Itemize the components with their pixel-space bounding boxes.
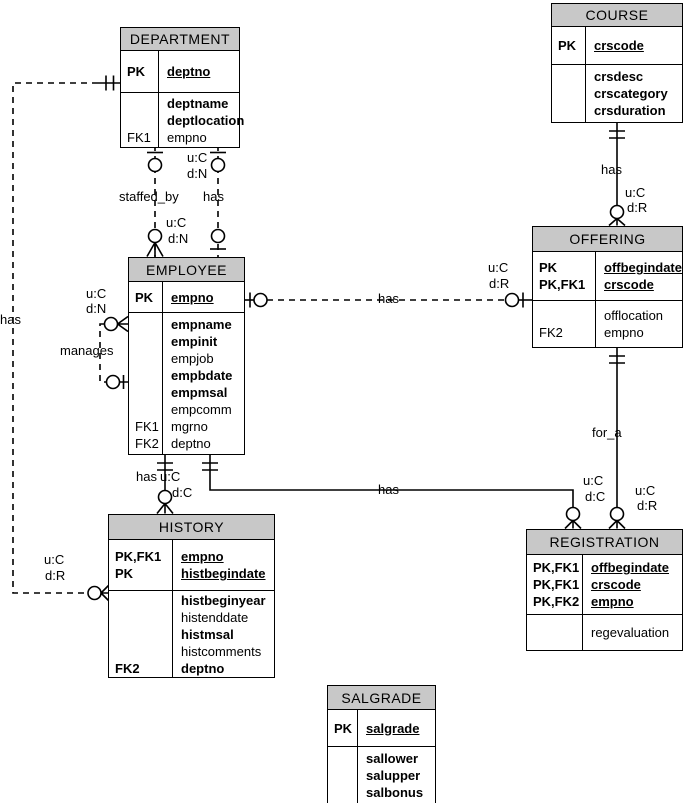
key-flag: FK2 <box>115 660 140 676</box>
relationship-label-employee-has-registration: has <box>378 482 399 497</box>
cardinality-annotation-uc-9: u:C <box>160 469 181 484</box>
entity-employee <box>128 257 245 455</box>
key-flag: PK <box>334 720 353 736</box>
optionality-circle-icon <box>611 508 624 521</box>
key-section <box>121 51 239 92</box>
key-flag <box>334 767 357 784</box>
attribute-name: deptno <box>181 660 225 676</box>
cardinality-annotation-dn-3: d:N <box>86 301 107 316</box>
key-flag-column <box>527 555 583 614</box>
key-flag-column <box>129 282 163 312</box>
attribute-column <box>596 301 682 347</box>
key-flag <box>334 750 357 767</box>
relationship-label-for-a: for_a <box>592 425 622 440</box>
attribute-column <box>159 51 239 92</box>
attribute-name: empno <box>181 549 224 564</box>
key-section <box>109 540 274 590</box>
cardinality-annotation-uc-7: u:C <box>635 483 656 498</box>
cardinality-annotation-dr-7: d:R <box>637 498 658 513</box>
optionality-circle-icon <box>506 294 519 307</box>
entity-title-history: HISTORY <box>109 515 274 540</box>
cardinality-annotation-dr-4: d:R <box>45 568 66 583</box>
entity-title-course: COURSE <box>552 4 682 27</box>
attribute-name: regevaluation <box>591 625 670 640</box>
key-flag-column <box>552 27 586 64</box>
key-flag <box>533 624 582 641</box>
entity-history <box>108 514 275 678</box>
key-flag <box>115 626 172 643</box>
key-section <box>552 27 682 64</box>
attribute-name: offlocation <box>604 308 664 323</box>
attribute-name: crscode <box>591 577 641 592</box>
attribute-name: histbeginyear <box>181 592 266 608</box>
attribute-name: empjob <box>171 350 214 366</box>
crow-foot-icon <box>609 219 625 226</box>
key-section <box>129 282 244 312</box>
attribute-name: empbdate <box>171 367 233 383</box>
attribute-name: histbegindate <box>181 566 266 581</box>
key-flag <box>135 316 162 333</box>
key-flag <box>135 401 162 418</box>
optionality-circle-icon <box>149 230 162 243</box>
attribute-name: crsduration <box>594 103 666 118</box>
rel-department-has-history <box>13 76 120 601</box>
key-flag <box>115 643 172 660</box>
attribute-name: histmsal <box>181 626 234 642</box>
attribute-name: offbegindate <box>604 260 682 275</box>
key-flag: PK <box>115 566 134 581</box>
key-flag: FK1 <box>127 129 151 145</box>
attribute-name: salupper <box>366 767 421 783</box>
entity-title-employee: EMPLOYEE <box>129 258 244 282</box>
entity-course <box>551 3 683 123</box>
attribute-name: deptlocation <box>167 112 245 128</box>
optionality-circle-icon <box>107 376 120 389</box>
key-flag <box>115 609 172 626</box>
attribute-section <box>121 92 245 147</box>
crow-foot-icon <box>147 243 163 257</box>
attribute-name: mgrno <box>171 418 208 434</box>
key-flag-column <box>533 252 596 300</box>
attribute-column <box>586 27 682 64</box>
entity-salgrade <box>327 685 436 803</box>
relationship-line <box>13 83 98 593</box>
relationship-label-dept-has-employee: has <box>203 189 224 204</box>
key-flag <box>558 68 585 85</box>
attribute-name: histcomments <box>181 643 262 659</box>
cardinality-annotation-dn-2: d:N <box>168 231 189 246</box>
attribute-column <box>159 93 244 147</box>
attribute-column <box>586 65 682 122</box>
key-flag: PK,FK1 <box>115 549 162 564</box>
key-flag-column <box>121 51 159 92</box>
optionality-circle-icon <box>254 294 267 307</box>
attribute-name: histenddate <box>181 609 249 625</box>
crow-foot-icon <box>565 521 581 529</box>
key-flag-column <box>552 65 586 122</box>
attribute-name: empno <box>591 594 634 609</box>
relationship-label-employee-has-offering: has <box>378 291 399 306</box>
attribute-name: crscode <box>594 38 644 53</box>
key-flag: PK,FK1 <box>533 577 580 592</box>
attribute-name: empname <box>171 316 232 332</box>
key-flag: PK,FK1 <box>539 277 586 292</box>
optionality-circle-icon <box>149 159 162 172</box>
attribute-name: deptno <box>167 64 211 79</box>
entity-offering <box>532 226 683 348</box>
key-section <box>527 555 682 614</box>
optionality-circle-icon <box>88 587 101 600</box>
optionality-circle-icon <box>567 508 580 521</box>
key-flag-column <box>109 591 173 677</box>
key-flag <box>135 367 162 384</box>
relationship-label-dept-has-history: has <box>0 312 21 327</box>
key-flag: PK,FK1 <box>533 560 580 575</box>
attribute-column <box>173 591 274 677</box>
attribute-name: empmsal <box>171 384 228 400</box>
attribute-section <box>129 312 244 454</box>
key-flag-column <box>328 710 358 746</box>
optionality-circle-icon <box>212 159 225 172</box>
attribute-column <box>163 282 244 312</box>
attribute-name: deptname <box>167 95 229 111</box>
key-flag <box>558 102 585 119</box>
key-flag-column <box>109 540 173 590</box>
attribute-section <box>533 300 682 347</box>
attribute-column <box>596 252 682 300</box>
attribute-section <box>527 614 682 650</box>
key-section <box>328 710 435 746</box>
key-flag <box>135 384 162 401</box>
key-flag <box>127 95 158 112</box>
cardinality-annotation-dc-9: d:C <box>172 485 193 500</box>
cardinality-annotation-dr-5: d:R <box>489 276 510 291</box>
key-flag <box>334 784 357 801</box>
relationship-label-employee-has-history: has <box>136 469 157 484</box>
attribute-name: crscategory <box>594 86 668 101</box>
key-flag-column <box>129 313 163 454</box>
entity-department <box>120 27 245 148</box>
attribute-section <box>328 746 435 803</box>
cardinality-annotation-uc-8: u:C <box>583 473 604 488</box>
entity-title-offering: OFFERING <box>533 227 682 252</box>
attribute-column <box>583 555 682 614</box>
cardinality-tick-icon <box>120 375 129 389</box>
entity-registration <box>526 529 683 651</box>
relationship-label-staffed-by: staffed_by <box>119 189 179 204</box>
entity-title-registration: REGISTRATION <box>527 530 682 555</box>
key-flag: FK2 <box>539 325 563 340</box>
key-flag <box>539 307 595 324</box>
cardinality-annotation-uc-4: u:C <box>44 552 65 567</box>
attribute-column <box>583 615 682 650</box>
key-flag-column <box>533 301 596 347</box>
cardinality-annotation-uc-5: u:C <box>488 260 509 275</box>
attribute-name: offbegindate <box>591 560 669 575</box>
entity-title-salgrade: SALGRADE <box>328 686 435 710</box>
attribute-name: sallower <box>366 750 419 766</box>
attribute-name: crsdesc <box>594 69 644 84</box>
key-flag: FK1 <box>135 418 159 434</box>
attribute-column <box>163 313 244 454</box>
cardinality-annotation-dc-8: d:C <box>585 489 606 504</box>
attribute-column <box>173 540 274 590</box>
optionality-circle-icon <box>105 318 118 331</box>
key-flag <box>135 333 162 350</box>
key-flag: FK2 <box>135 435 159 451</box>
crow-foot-icon <box>157 504 173 514</box>
attribute-name: empno <box>167 129 207 145</box>
entity-title-department: DEPARTMENT <box>121 28 239 51</box>
cardinality-annotation-uc-3: u:C <box>86 286 107 301</box>
key-flag: PK <box>558 38 577 53</box>
cardinality-annotation-dr-6: d:R <box>627 200 648 215</box>
attribute-name: salgrade <box>366 720 420 736</box>
key-flag: PK <box>135 289 154 305</box>
crow-foot-icon <box>609 521 625 529</box>
optionality-circle-icon <box>212 230 225 243</box>
cardinality-annotation-uc-2: u:C <box>166 215 187 230</box>
key-flag-column <box>527 615 583 650</box>
key-flag <box>127 112 158 129</box>
key-flag-column <box>121 93 159 147</box>
attribute-name: empcomm <box>171 401 232 417</box>
attribute-name: deptno <box>171 435 211 451</box>
key-flag <box>135 350 162 367</box>
attribute-name: crscode <box>604 277 654 292</box>
relationship-line <box>210 452 573 508</box>
crow-foot-icon <box>118 317 129 332</box>
key-flag <box>558 85 585 102</box>
relationship-label-course-has-offering: has <box>601 162 622 177</box>
key-flag <box>115 592 172 609</box>
key-flag: PK <box>539 260 558 275</box>
attribute-name: empno <box>604 325 644 340</box>
attribute-name: empinit <box>171 333 218 349</box>
attribute-column <box>358 747 435 803</box>
cardinality-annotation-dn-1: d:N <box>187 166 208 181</box>
optionality-circle-icon <box>159 491 172 504</box>
key-flag-column <box>328 747 358 803</box>
optionality-circle-icon <box>611 206 624 219</box>
attribute-column <box>358 710 435 746</box>
key-section <box>533 252 682 300</box>
attribute-section <box>109 590 274 677</box>
attribute-name: salbonus <box>366 784 424 800</box>
attribute-section <box>552 64 682 122</box>
key-flag: PK <box>127 64 146 79</box>
key-flag: PK,FK2 <box>533 594 580 609</box>
relationship-label-manages: manages <box>60 343 114 358</box>
cardinality-annotation-uc-6: u:C <box>625 185 646 200</box>
attribute-name: empno <box>171 289 214 305</box>
cardinality-annotation-uc-1: u:C <box>187 150 208 165</box>
